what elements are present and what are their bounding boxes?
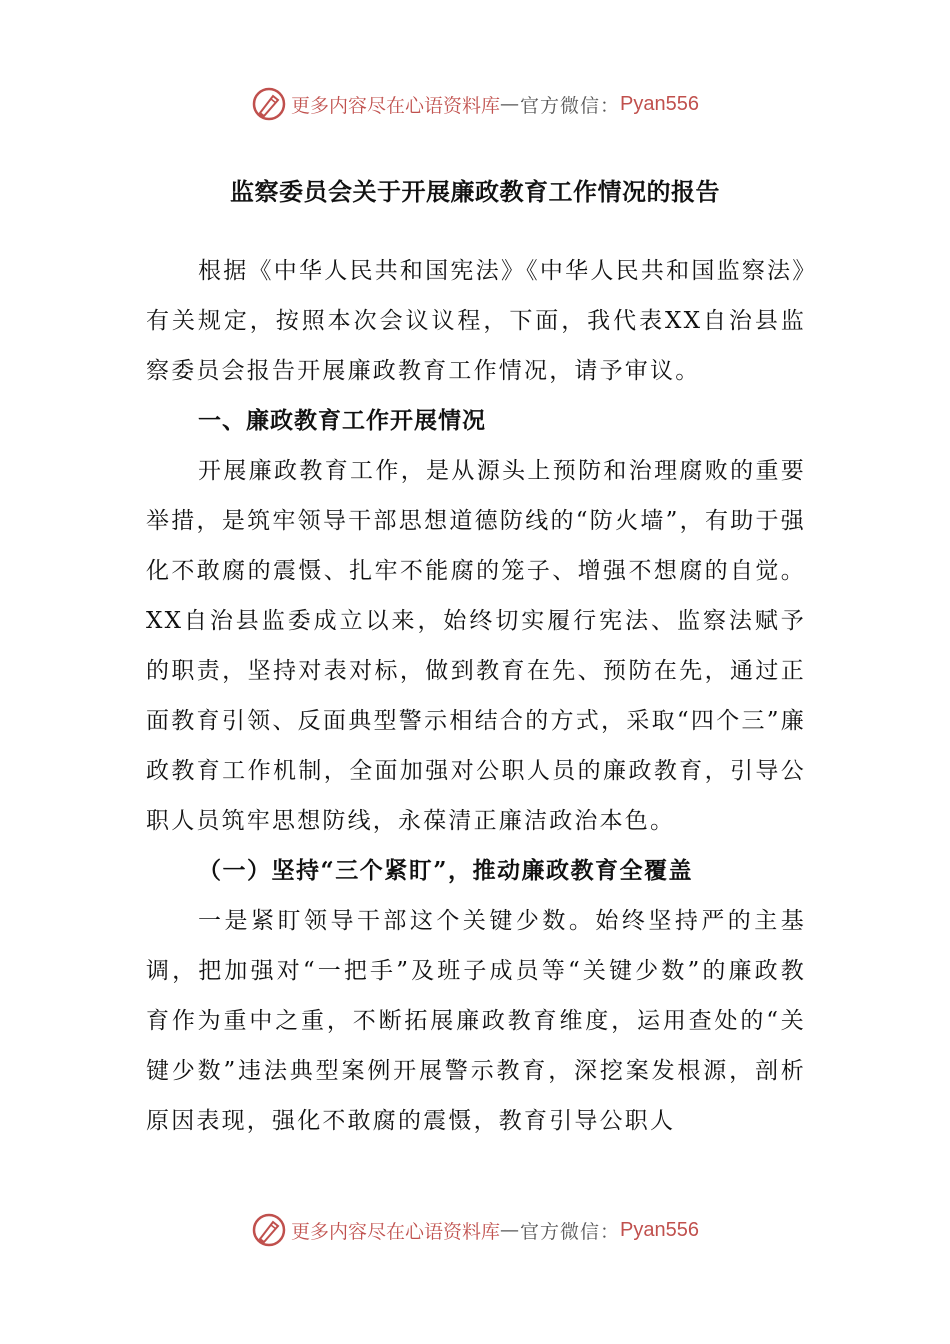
watermark-brand-text: 更多内容尽在心语资料库 — [291, 1220, 501, 1243]
pen-nib-logo-icon — [251, 1212, 287, 1248]
subsection-1-paragraph: 一是紧盯领导干部这个关键少数。始终坚持严的主基调，把加强对“一把手”及班子成员等“关键少数”的廉政教育作为重中之重，不断拓展廉政教育维度，运用查处的“关键少数”违法典型案例开展警示教育，深挖案发根源，剖析原因表现，强化不敢腐的震慑，教育引导公职人 — [146, 908, 806, 1134]
subsection-1-heading: （一）坚持“三个紧盯”，推动廉政教育全覆盖 — [198, 857, 693, 884]
document-title: 监察委员会关于开展廉政教育工作情况的报告 — [230, 177, 720, 206]
watermark-separator: — — [500, 93, 521, 115]
header-watermark — [0, 84, 950, 124]
watermark-wechat-label: 官方微信： — [520, 1220, 621, 1243]
document-body — [146, 246, 806, 1146]
footer-watermark — [0, 1210, 950, 1250]
watermark-brand-text: 更多内容尽在心语资料库 — [291, 94, 501, 117]
watermark-wechat-label: 官方微信： — [520, 94, 621, 117]
pen-nib-logo-icon — [251, 86, 287, 122]
watermark-wechat-id: Pyan556 — [620, 92, 699, 115]
watermark-wechat-id: Pyan556 — [620, 1218, 699, 1241]
section-1-heading: 一、廉政教育工作开展情况 — [198, 408, 486, 434]
intro-paragraph: 根据《中华人民共和国宪法》《中华人民共和国监察法》有关规定，按照本次会议议程，下面，我代表XX自治县监察委员会报告开展廉政教育工作情况，请予审议。 — [146, 258, 806, 384]
watermark-separator: — — [500, 1219, 521, 1241]
section-1-paragraph: 开展廉政教育工作，是从源头上预防和治理腐败的重要举措，是筑牢领导干部思想道德防线的“防火墙”，有助于强化不敢腐的震慑、扎牢不能腐的笼子、增强不想腐的自觉。XX自治县监委成立以来，始终切实履行宪法、监察法赋予的职责，坚持对表对标，做到教育在先、预防在先，通过正面教育引领、反面典型警示相结合的方式，采取“四个三”廉政教育工作机制，全面加强对公职人员的廉政教育，引导公职人员筑牢思想防线，永葆清正廉洁政治本色。 — [146, 458, 806, 834]
